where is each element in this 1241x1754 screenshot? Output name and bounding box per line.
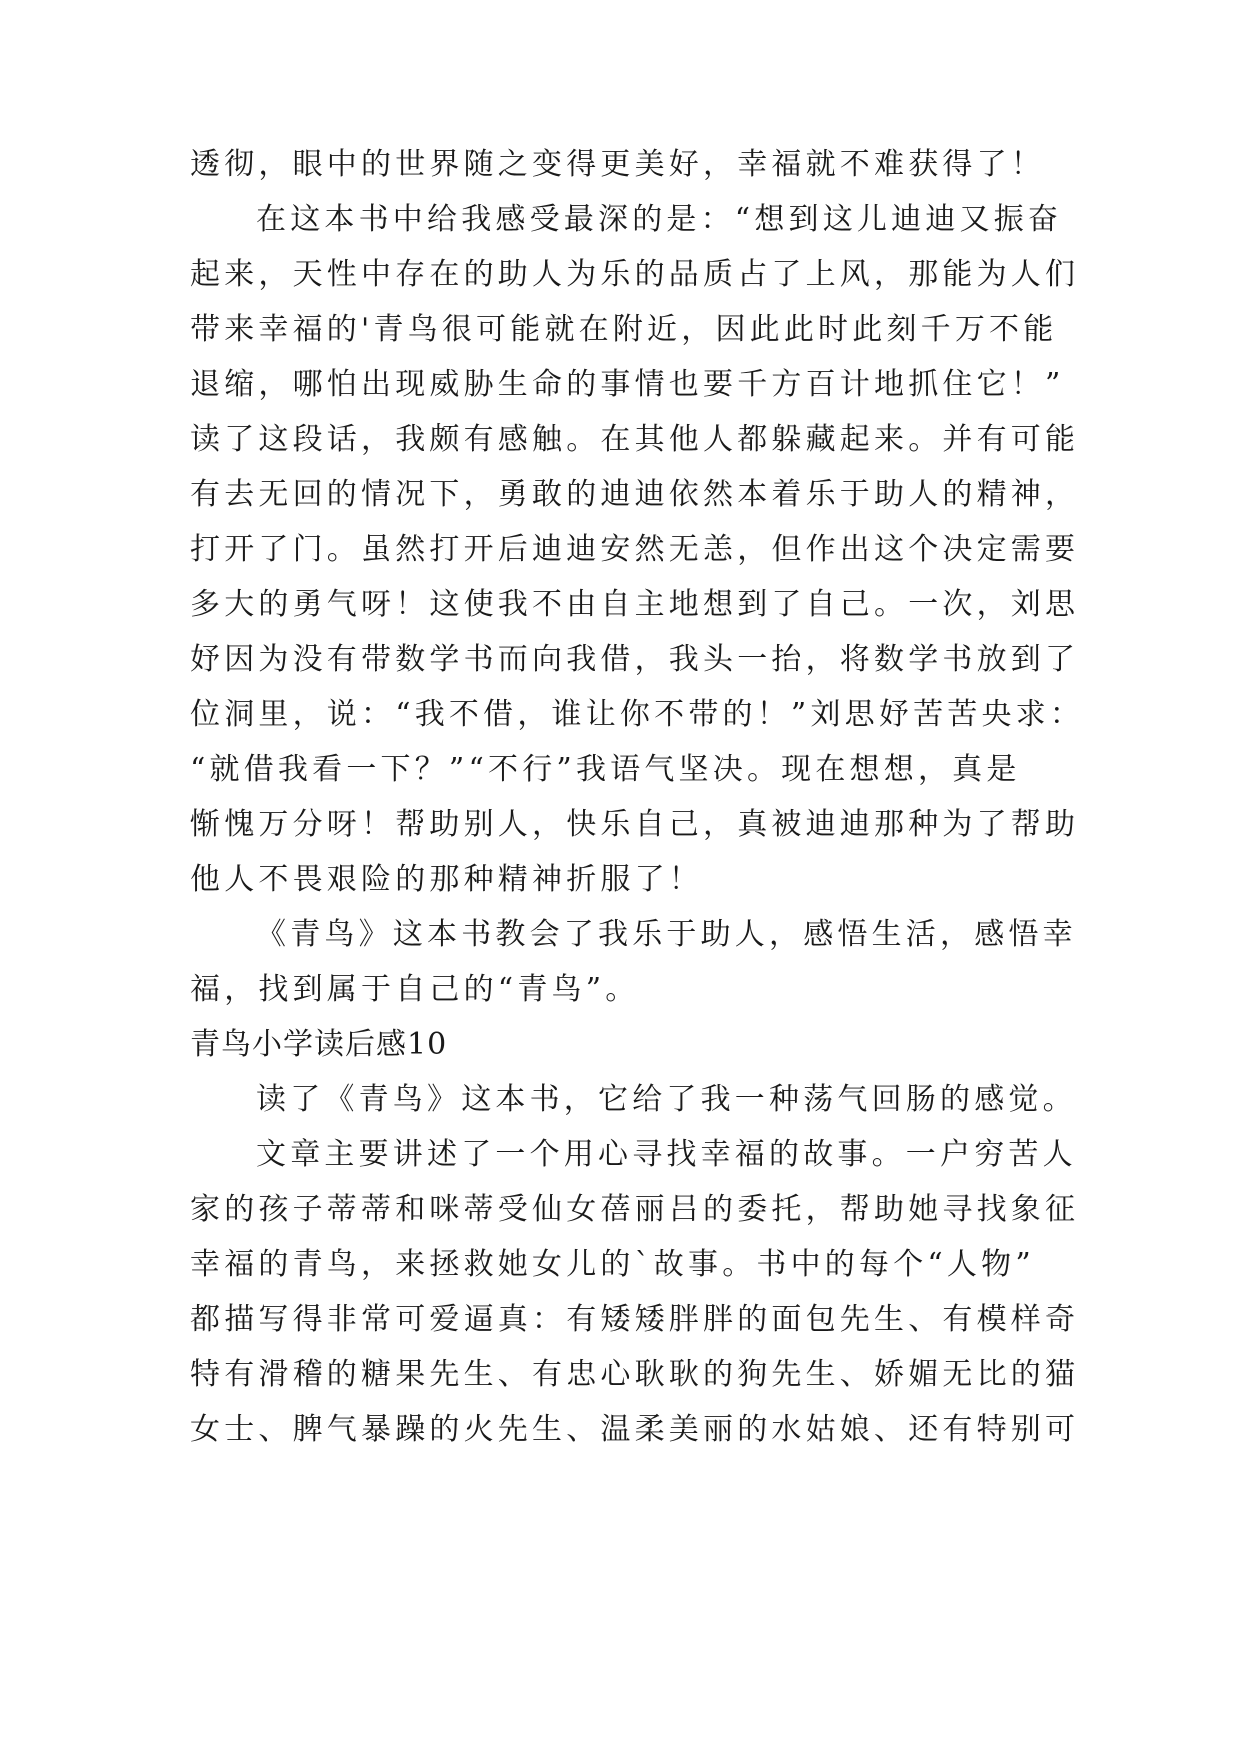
text-line: 女士、脾气暴躁的火先生、温柔美丽的水姑娘、还有特别可 [190,1412,1080,1447]
text-line: 多大的勇气呀！这使我不由自主地想到了自己。一次，刘思 [190,587,1080,622]
text-line: 惭愧万分呀！帮助别人，快乐自己，真被迪迪那种为了帮助 [190,807,1080,842]
paragraph-start-line: 在这本书中给我感受最深的是：“想到这儿迪迪又振奋 [256,202,1063,237]
text-line: 位洞里，说：“我不借，谁让你不带的！”刘思妤苦苦央求： [190,697,1085,732]
text-line: 妤因为没有带数学书而向我借，我头一抬，将数学书放到了 [190,642,1080,677]
text-line: 退缩，哪怕出现威胁生命的事情也要千方百计地抓住它！” [190,367,1065,402]
paragraph-start-line: 读了《青鸟》这本书，它给了我一种荡气回肠的感觉。 [256,1082,1077,1117]
text-line: 透彻，眼中的世界随之变得更美好，幸福就不难获得了！ [190,147,1045,182]
text-line: 带来幸福的'青鸟很可能就在附近，因此此时此刻千万不能 [190,312,1058,347]
text-line: “就借我看一下？”“不行”我语气坚决。现在想想，真是 [190,752,1021,787]
text-line: 他人不畏艰险的那种精神折服了！ [190,862,703,897]
paragraph-start-line: 《青鸟》这本书教会了我乐于助人，感悟生活，感悟幸 [256,917,1077,952]
text-line: 起来，天性中存在的助人为乐的品质占了上风，那能为人们 [190,257,1080,292]
text-line: 打开了门。虽然打开后迪迪安然无恙，但作出这个决定需要 [190,532,1080,567]
paragraph-start-line: 文章主要讲述了一个用心寻找幸福的故事。一户穷苦人 [256,1137,1077,1172]
text-line: 都描写得非常可爱逼真：有矮矮胖胖的面包先生、有模样奇 [190,1302,1080,1337]
text-line: 读了这段话，我颇有感触。在其他人都躲藏起来。并有可能 [190,422,1080,457]
text-line: 有去无回的情况下，勇敢的迪迪依然本着乐于助人的精神， [190,477,1080,512]
text-line: 福，找到属于自己的“青鸟”。 [190,972,640,1007]
text-line: 家的孩子蒂蒂和咪蒂受仙女蓓丽吕的委托，帮助她寻找象征 [190,1192,1080,1227]
text-line: 特有滑稽的糖果先生、有忠心耿耿的狗先生、娇媚无比的猫 [190,1357,1080,1392]
text-line: 幸福的青鸟，来拯救她女儿的`故事。书中的每个“人物” [190,1247,1035,1282]
section-heading: 青鸟小学读后感10 [190,1027,448,1062]
